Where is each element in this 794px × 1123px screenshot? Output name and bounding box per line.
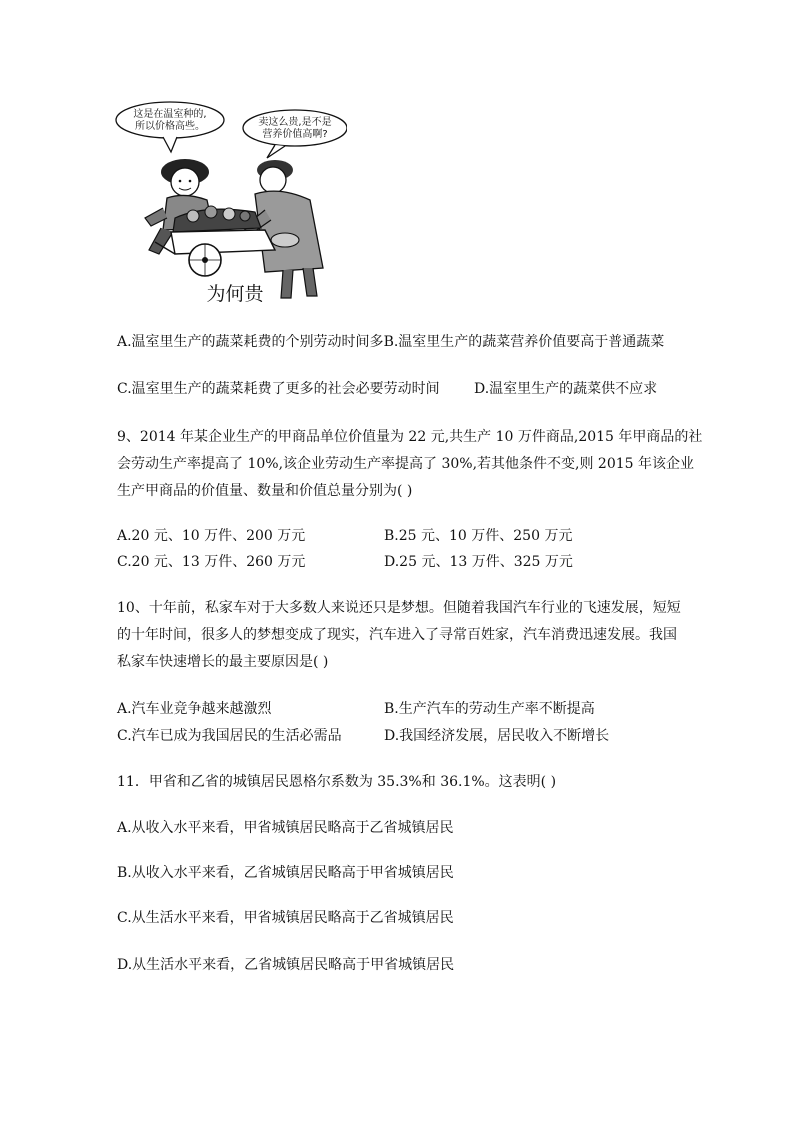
q11-option-d: D.从生活水平来看，乙省城镇居民略高于甲省城镇居民 bbox=[117, 957, 455, 973]
q11-option-c: C.从生活水平来看，甲省城镇居民略高于乙省城镇居民 bbox=[117, 910, 454, 926]
right-bubble-line2: 营养价值高啊? bbox=[262, 129, 328, 140]
vendor-cartoon-svg bbox=[115, 100, 347, 310]
q10-option-d: D.我国经济发展，居民收入不断增长 bbox=[384, 728, 610, 744]
q10-stem-line1: 10、十年前，私家车对于大多数人来说还只是梦想。但随着我国汽车行业的飞速发展，短短 bbox=[117, 600, 681, 616]
q10-option-b: B.生产汽车的劳动生产率不断提高 bbox=[384, 701, 595, 717]
q11-stem: 11．甲省和乙省的城镇居民恩格尔系数为 35.3%和 36.1%。这表明( ) bbox=[117, 774, 557, 790]
cartoon-illustration bbox=[115, 100, 347, 310]
q9-stem-line1: 9、2014 年某企业生产的甲商品单位价值量为 22 元,共生产 10 万件商品,2015 年甲商品的社 bbox=[117, 429, 703, 445]
q8-option-b: B.温室里生产的蔬菜营养价值要高于普通蔬菜 bbox=[383, 334, 665, 350]
q8-option-d: D.温室里生产的蔬菜供不应求 bbox=[474, 381, 658, 397]
q9-stem-line2: 会劳动生产率提高了 10%,该企业劳动生产率提高了 30%,若其他条件不变,则 2015 年该企业 bbox=[117, 456, 695, 472]
q10-option-c: C.汽车已成为我国居民的生活必需品 bbox=[117, 728, 342, 744]
left-speech-bubble bbox=[116, 102, 224, 138]
customer-figure bbox=[243, 160, 323, 298]
q9-option-c: C.20 元、13 万件、260 万元 bbox=[117, 554, 306, 570]
q8-option-c: C.温室里生产的蔬菜耗费了更多的社会必要劳动时间 bbox=[117, 381, 440, 397]
cartoon-caption: 为何贵 bbox=[206, 283, 264, 305]
q10-option-a: A.汽车业竞争越来越激烈 bbox=[117, 701, 272, 717]
q9-stem-line3: 生产甲商品的价值量、数量和价值总量分别为( ) bbox=[117, 483, 413, 499]
right-bubble-line1: 卖这么贵,是不是 bbox=[258, 117, 332, 128]
q8-option-a: A.温室里生产的蔬菜耗费的个别劳动时间多 bbox=[117, 334, 384, 350]
q9-option-b: B.25 元、10 万件、250 万元 bbox=[384, 528, 573, 544]
q9-option-d: D.25 元、13 万件、325 万元 bbox=[384, 554, 573, 570]
q10-stem-line2: 的十年时间，很多人的梦想变成了现实，汽车进入了寻常百姓家，汽车消费迅速发展。我国 bbox=[117, 627, 677, 643]
q8-option-a-b-row bbox=[117, 331, 664, 353]
q11-option-a: A.从收入水平来看，甲省城镇居民略高于乙省城镇居民 bbox=[117, 820, 454, 836]
q9-option-a: A.20 元、10 万件、200 万元 bbox=[117, 528, 306, 544]
q10-stem-line3: 私家车快速增长的最主要原因是( ) bbox=[117, 654, 329, 670]
q11-option-b: B.从收入水平来看，乙省城镇居民略高于甲省城镇居民 bbox=[117, 865, 454, 881]
right-speech-bubble bbox=[243, 110, 347, 146]
left-bubble-line1: 这是在温室种的, bbox=[133, 109, 207, 120]
left-bubble-line2: 所以价格高些。 bbox=[135, 121, 205, 132]
